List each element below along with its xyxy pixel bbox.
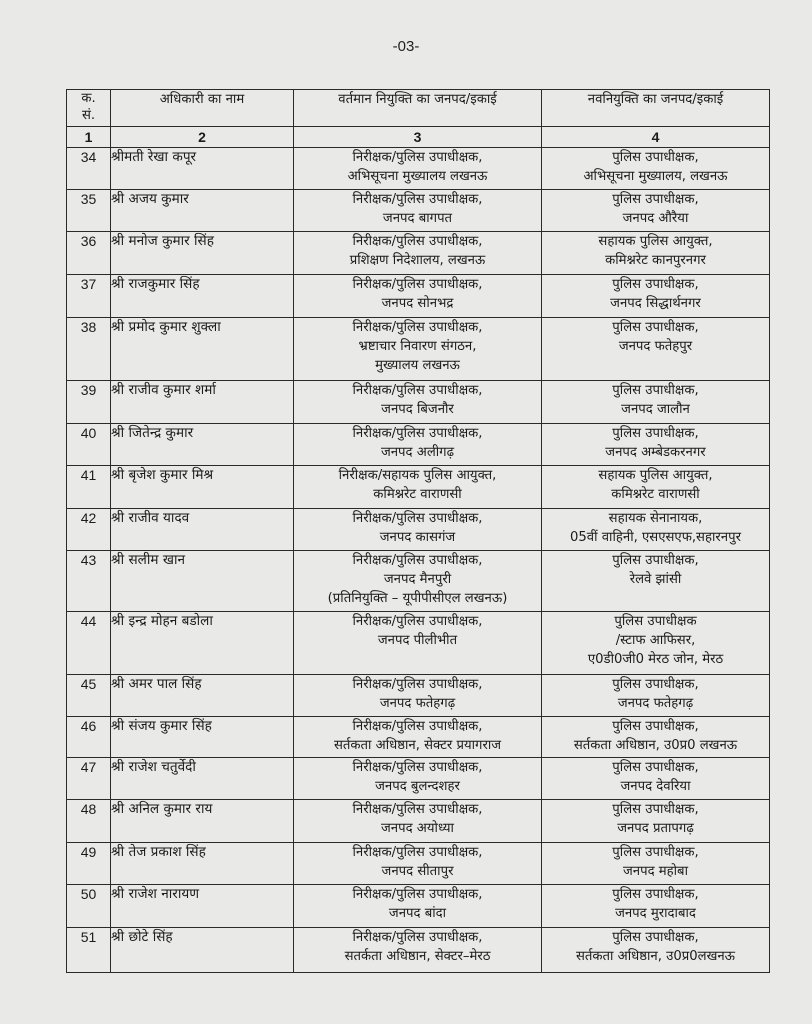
table-row <box>67 318 770 381</box>
column-number: 4 <box>542 127 770 148</box>
officer-name-cell: श्रीमती रेखा कपूर <box>111 148 294 190</box>
current-posting-line: निरीक्षक/पुलिस उपाधीक्षक, <box>352 511 483 526</box>
new-posting-line: सर्तकता अधिष्ठान, उ0प्र0लखनऊ <box>575 949 736 964</box>
current-posting-cell <box>294 232 542 275</box>
table-row <box>67 275 770 318</box>
current-posting-cell <box>294 381 542 424</box>
new-posting-cell <box>542 843 770 885</box>
table-row <box>67 800 770 843</box>
header-officer-name: अधिकारी का नाम <box>111 90 294 127</box>
officer-name-cell: श्री राजकुमार सिंह <box>111 275 294 318</box>
header-current-posting: वर्तमान नियुक्ति का जनपद/इकाई <box>294 90 542 127</box>
current-posting-line: निरीक्षक/पुलिस उपाधीक्षक, <box>352 719 483 734</box>
new-posting-cell <box>542 466 770 509</box>
new-posting-cell <box>542 148 770 190</box>
current-posting-line: निरीक्षक/पुलिस उपाधीक्षक, <box>352 320 483 335</box>
table-row <box>67 509 770 551</box>
current-posting-cell <box>294 928 542 973</box>
officer-name-cell: श्री प्रमोद कुमार शुक्ला <box>111 318 294 381</box>
new-posting-line: पुलिस उपाधीक्षक, <box>612 383 699 398</box>
officer-name-cell: श्री मनोज कुमार सिंह <box>111 232 294 275</box>
new-posting-line: रेलवे झांसी <box>629 572 682 587</box>
officer-name-cell: श्री अजय कुमार <box>111 190 294 232</box>
new-posting-line: पुलिस उपाधीक्षक, <box>612 677 699 692</box>
current-posting-line: सर्तकता अधिष्ठान, सेक्टर प्रयागराज <box>333 738 502 753</box>
current-posting-line: जनपद अयोध्या <box>381 821 454 836</box>
new-posting-cell <box>542 675 770 717</box>
current-posting-cell <box>294 675 542 717</box>
serial-number-cell: 50 <box>67 885 111 928</box>
table-body <box>67 148 770 973</box>
new-posting-line: पुलिस उपाधीक्षक, <box>612 553 699 568</box>
serial-number-cell: 44 <box>67 612 111 675</box>
serial-number-cell: 35 <box>67 190 111 232</box>
table-row <box>67 381 770 424</box>
new-posting-line: सर्तकता अधिष्ठान, उ0प्र0 लखनऊ <box>573 738 738 753</box>
current-posting-line: जनपद मैनपुरी <box>383 572 452 587</box>
serial-number-cell: 39 <box>67 381 111 424</box>
officer-name-cell: श्री इन्द्र मोहन बडोला <box>111 612 294 675</box>
current-posting-line: निरीक्षक/पुलिस उपाधीक्षक, <box>352 150 483 165</box>
new-posting-line: पुलिस उपाधीक्षक, <box>612 887 699 902</box>
current-posting-cell <box>294 318 542 381</box>
new-posting-cell <box>542 509 770 551</box>
current-posting-cell <box>294 509 542 551</box>
current-posting-line: जनपद फतेहगढ़ <box>379 696 456 711</box>
current-posting-line: जनपद कासगंज <box>379 530 456 545</box>
new-posting-line: पुलिस उपाधीक्षक, <box>612 277 699 292</box>
current-posting-line: निरीक्षक/पुलिस उपाधीक्षक, <box>352 845 483 860</box>
serial-number-cell: 48 <box>67 800 111 843</box>
column-number: 3 <box>294 127 542 148</box>
current-posting-line: भ्रष्टाचार निवारण संगठन, <box>358 339 477 354</box>
new-posting-line: पुलिस उपाधीक्षक, <box>612 426 699 441</box>
current-posting-cell <box>294 885 542 928</box>
current-posting-cell <box>294 466 542 509</box>
table-row <box>67 843 770 885</box>
new-posting-cell <box>542 717 770 758</box>
serial-number-cell: 37 <box>67 275 111 318</box>
new-posting-cell <box>542 190 770 232</box>
new-posting-cell <box>542 758 770 800</box>
page-number: -03- <box>392 38 420 55</box>
serial-number-cell: 46 <box>67 717 111 758</box>
current-posting-line: निरीक्षक/पुलिस उपाधीक्षक, <box>352 677 483 692</box>
new-posting-line: पुलिस उपाधीक्षक, <box>612 320 699 335</box>
current-posting-cell <box>294 275 542 318</box>
current-posting-line: अभिसूचना मुख्यालय लखनऊ <box>347 169 488 184</box>
new-posting-line: पुलिस उपाधीक्षक, <box>612 930 699 945</box>
column-number: 1 <box>67 127 111 148</box>
officer-name-cell: श्री राजेश चतुर्वेदी <box>111 758 294 800</box>
officer-name-cell: श्री जितेन्द्र कुमार <box>111 424 294 466</box>
transfer-order-table <box>66 89 770 973</box>
serial-number-cell: 43 <box>67 551 111 612</box>
current-posting-line: निरीक्षक/पुलिस उपाधीक्षक, <box>352 614 483 629</box>
new-posting-line: जनपद अम्बेडकरनगर <box>605 445 706 460</box>
serial-number-cell: 36 <box>67 232 111 275</box>
current-posting-line: कमिश्नरेट वाराणसी <box>373 487 462 502</box>
table-header <box>67 90 770 148</box>
officer-name-cell: श्री बृजेश कुमार मिश्र <box>111 466 294 509</box>
current-posting-line: जनपद सोनभद्र <box>381 296 454 311</box>
new-posting-line: /स्टाफ आफिसर, <box>615 633 696 648</box>
new-posting-line: ए0डी0जी0 मेरठ जोन, मेरठ <box>587 652 724 667</box>
serial-number-cell: 40 <box>67 424 111 466</box>
table-row <box>67 424 770 466</box>
table-row <box>67 551 770 612</box>
new-posting-line: जनपद सिद्धार्थनगर <box>610 296 701 311</box>
serial-number-cell: 38 <box>67 318 111 381</box>
officer-name-cell: श्री तेज प्रकाश सिंह <box>111 843 294 885</box>
current-posting-line: निरीक्षक/पुलिस उपाधीक्षक, <box>352 234 483 249</box>
current-posting-line: निरीक्षक/पुलिस उपाधीक्षक, <box>352 426 483 441</box>
table-row <box>67 148 770 190</box>
officer-name-cell: श्री सलीम खान <box>111 551 294 612</box>
new-posting-line: कमिश्नरेट कानपुरनगर <box>605 253 706 268</box>
column-number-row <box>67 127 770 148</box>
serial-number-cell: 51 <box>67 928 111 973</box>
new-posting-line: जनपद फतेहगढ़ <box>617 696 694 711</box>
serial-number-cell: 49 <box>67 843 111 885</box>
current-posting-line: जनपद पीलीभीत <box>377 633 458 648</box>
table-row <box>67 232 770 275</box>
officer-name-cell: श्री संजय कुमार सिंह <box>111 717 294 758</box>
table-row <box>67 758 770 800</box>
new-posting-line: पुलिस उपाधीक्षक, <box>612 802 699 817</box>
serial-number-cell: 47 <box>67 758 111 800</box>
header-new-posting: नवनियुक्ति का जनपद/इकाई <box>542 90 770 127</box>
current-posting-cell <box>294 800 542 843</box>
officer-name-cell: श्री छोटे सिंह <box>111 928 294 973</box>
current-posting-line: जनपद बागपत <box>382 211 453 226</box>
current-posting-line: निरीक्षक/पुलिस उपाधीक्षक, <box>352 383 483 398</box>
table-row <box>67 675 770 717</box>
officer-name-cell: श्री अमर पाल सिंह <box>111 675 294 717</box>
current-posting-line: जनपद बांदा <box>388 906 447 921</box>
new-posting-cell <box>542 381 770 424</box>
new-posting-line: सहायक पुलिस आयुक्त, <box>598 468 713 483</box>
table-row <box>67 466 770 509</box>
current-posting-cell <box>294 843 542 885</box>
new-posting-cell <box>542 612 770 675</box>
new-posting-line: पुलिस उपाधीक्षक, <box>612 845 699 860</box>
table-row <box>67 612 770 675</box>
officer-name-cell: श्री अनिल कुमार राय <box>111 800 294 843</box>
new-posting-cell <box>542 551 770 612</box>
new-posting-line: सहायक सेनानायक, <box>608 511 703 526</box>
table-row <box>67 928 770 973</box>
header-row <box>67 90 770 127</box>
current-posting-line: प्रशिक्षण निदेशालय, लखनऊ <box>349 253 486 268</box>
current-posting-line: जनपद बिजनौर <box>381 402 454 417</box>
current-posting-line: मुख्यालय लखनऊ <box>375 358 460 373</box>
current-posting-line: निरीक्षक/पुलिस उपाधीक्षक, <box>352 192 483 207</box>
column-number: 2 <box>111 127 294 148</box>
current-posting-cell <box>294 424 542 466</box>
current-posting-line: निरीक्षक/सहायक पुलिस आयुक्त, <box>338 468 497 483</box>
current-posting-line: निरीक्षक/पुलिस उपाधीक्षक, <box>352 887 483 902</box>
officer-name-cell: श्री राजीव यादव <box>111 509 294 551</box>
header-serial-line1: क. <box>81 91 96 106</box>
new-posting-cell <box>542 318 770 381</box>
table-row <box>67 190 770 232</box>
current-posting-cell <box>294 551 542 612</box>
current-posting-line: सतर्कता अधिष्ठान, सेक्टर–मेरठ <box>344 949 491 964</box>
new-posting-cell <box>542 232 770 275</box>
officer-name-cell: श्री राजेश नारायण <box>111 885 294 928</box>
serial-number-cell: 42 <box>67 509 111 551</box>
current-posting-cell <box>294 612 542 675</box>
new-posting-line: पुलिस उपाधीक्षक, <box>612 192 699 207</box>
current-posting-line: जनपद बुलन्दशहर <box>375 779 460 794</box>
new-posting-line: जनपद मुरादाबाद <box>615 906 696 921</box>
current-posting-line: जनपद अलीगढ़ <box>380 445 455 460</box>
current-posting-line: निरीक्षक/पुलिस उपाधीक्षक, <box>352 802 483 817</box>
header-serial-number <box>67 90 111 127</box>
serial-number-cell: 45 <box>67 675 111 717</box>
new-posting-line: जनपद औरैया <box>622 211 689 226</box>
current-posting-line: जनपद सीतापुर <box>381 864 454 879</box>
current-posting-cell <box>294 758 542 800</box>
officer-name-cell: श्री राजीव कुमार शर्मा <box>111 381 294 424</box>
new-posting-line: जनपद प्रतापगढ़ <box>617 821 694 836</box>
new-posting-line: 05वीं वाहिनी, एसएसएफ,सहारनपुर <box>569 530 741 545</box>
current-posting-line: निरीक्षक/पुलिस उपाधीक्षक, <box>352 930 483 945</box>
new-posting-line: पुलिस उपाधीक्षक, <box>612 760 699 775</box>
current-posting-line: निरीक्षक/पुलिस उपाधीक्षक, <box>352 277 483 292</box>
new-posting-line: जनपद जालौन <box>621 402 690 417</box>
new-posting-line: पुलिस उपाधीक्षक, <box>612 719 699 734</box>
new-posting-line: सहायक पुलिस आयुक्त, <box>598 234 713 249</box>
new-posting-line: पुलिस उपाधीक्षक, <box>612 150 699 165</box>
new-posting-line: जनपद देवरिया <box>620 779 691 794</box>
header-serial-line2: सं. <box>81 108 96 123</box>
new-posting-line: जनपद महोबा <box>622 864 689 879</box>
new-posting-cell <box>542 424 770 466</box>
serial-number-cell: 34 <box>67 148 111 190</box>
current-posting-line: निरीक्षक/पुलिस उपाधीक्षक, <box>352 760 483 775</box>
new-posting-line: जनपद फतेहपुर <box>618 339 693 354</box>
current-posting-cell <box>294 717 542 758</box>
new-posting-cell <box>542 275 770 318</box>
new-posting-cell <box>542 928 770 973</box>
current-posting-line: निरीक्षक/पुलिस उपाधीक्षक, <box>352 553 483 568</box>
new-posting-line: अभिसूचना मुख्यालय, लखनऊ <box>583 169 728 184</box>
new-posting-cell <box>542 800 770 843</box>
serial-number-cell: 41 <box>67 466 111 509</box>
new-posting-line: कमिश्नरेट वाराणसी <box>611 487 700 502</box>
current-posting-cell <box>294 148 542 190</box>
table-row <box>67 885 770 928</box>
current-posting-line: (प्रतिनियुक्ति – यूपीपीसीएल लखनऊ) <box>327 591 508 606</box>
current-posting-cell <box>294 190 542 232</box>
table-row <box>67 717 770 758</box>
new-posting-cell <box>542 885 770 928</box>
new-posting-line: पुलिस उपाधीक्षक <box>614 614 697 629</box>
